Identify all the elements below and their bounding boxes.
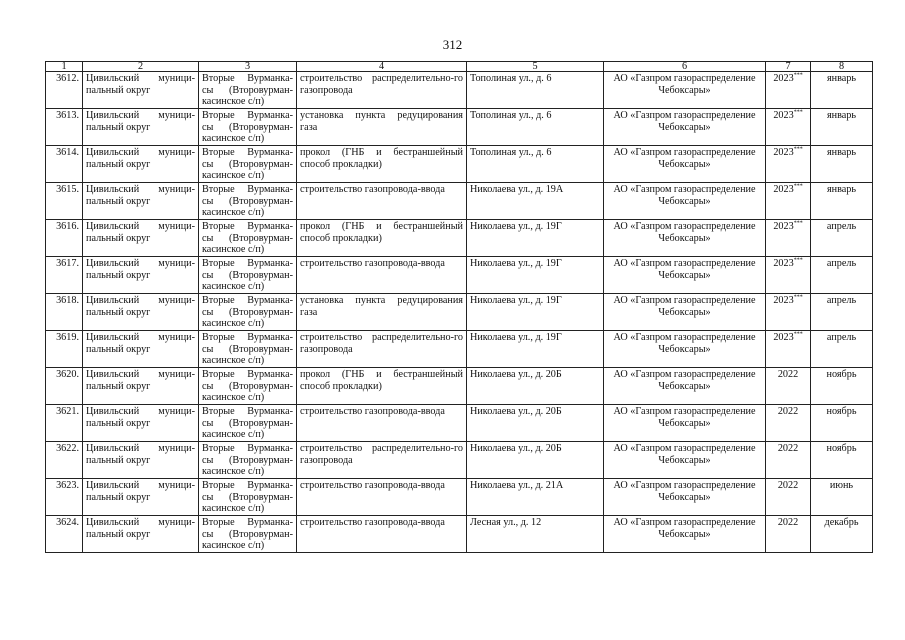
year-cell xyxy=(766,109,811,146)
month-cell: апрель xyxy=(811,331,873,368)
address-cell: Лесная ул., д. 12 xyxy=(467,516,604,553)
year-footnote-mark: *** xyxy=(793,109,803,116)
page-number: 312 xyxy=(442,37,463,52)
column-header-8: 8 xyxy=(811,62,873,72)
settlement-cell: Вторые Вурманка-сы (Второвурман-касинское с/п) xyxy=(199,405,297,442)
row-number: 3622. xyxy=(46,442,83,479)
year-cell xyxy=(766,72,811,109)
gas-works-table xyxy=(45,61,873,553)
row-number: 3621. xyxy=(46,405,83,442)
organization-cell: АО «Газпром газораспределение Чебоксары» xyxy=(604,109,766,146)
work-type-cell: установка пункта редуцирования газа xyxy=(297,109,467,146)
year-cell xyxy=(766,183,811,220)
year-value: 2023 xyxy=(773,332,794,343)
column-header-2: 2 xyxy=(83,62,199,72)
year-cell xyxy=(766,146,811,183)
settlement-cell: Вторые Вурманка-сы (Второвурман-касинское с/п) xyxy=(199,183,297,220)
organization-cell: АО «Газпром газораспределение Чебоксары» xyxy=(604,479,766,516)
year-cell xyxy=(766,294,811,331)
row-number: 3612. xyxy=(46,72,83,109)
organization-cell: АО «Газпром газораспределение Чебоксары» xyxy=(604,220,766,257)
district-cell: Цивильский муници-пальный округ xyxy=(83,405,199,442)
table-body xyxy=(46,72,873,553)
row-number: 3613. xyxy=(46,109,83,146)
address-cell: Николаева ул., д. 20Б xyxy=(467,442,604,479)
address-cell: Николаева ул., д. 20Б xyxy=(467,368,604,405)
year-footnote-mark: *** xyxy=(793,72,803,79)
column-header-5: 5 xyxy=(467,62,604,72)
address-cell: Николаева ул., д. 19А xyxy=(467,183,604,220)
row-number: 3620. xyxy=(46,368,83,405)
month-cell: январь xyxy=(811,109,873,146)
year-footnote-mark: *** xyxy=(793,294,803,301)
organization-cell: АО «Газпром газораспределение Чебоксары» xyxy=(604,146,766,183)
settlement-cell: Вторые Вурманка-сы (Второвурман-касинское с/п) xyxy=(199,442,297,479)
district-cell: Цивильский муници-пальный округ xyxy=(83,72,199,109)
column-header-7: 7 xyxy=(766,62,811,72)
organization-cell: АО «Газпром газораспределение Чебоксары» xyxy=(604,294,766,331)
month-cell: июнь xyxy=(811,479,873,516)
organization-cell: АО «Газпром газораспределение Чебоксары» xyxy=(604,405,766,442)
row-number: 3616. xyxy=(46,220,83,257)
work-type-cell: строительство газопровода-ввода xyxy=(297,479,467,516)
year-value: 2023 xyxy=(773,110,794,121)
work-type-cell: строительство распределительно-го газопровода xyxy=(297,72,467,109)
month-cell: ноябрь xyxy=(811,442,873,479)
column-header-4: 4 xyxy=(297,62,467,72)
address-cell: Николаева ул., д. 19Г xyxy=(467,294,604,331)
settlement-cell: Вторые Вурманка-сы (Второвурман-касинское с/п) xyxy=(199,331,297,368)
year-value: 2022 xyxy=(777,517,799,528)
year-value: 2022 xyxy=(777,480,799,491)
year-cell xyxy=(766,257,811,294)
settlement-cell: Вторые Вурманка-сы (Второвурман-касинское с/п) xyxy=(199,479,297,516)
table-row xyxy=(46,331,873,368)
month-cell: ноябрь xyxy=(811,405,873,442)
year-value: 2022 xyxy=(777,406,799,417)
organization-cell: АО «Газпром газораспределение Чебоксары» xyxy=(604,72,766,109)
address-cell: Тополиная ул., д. 6 xyxy=(467,146,604,183)
district-cell: Цивильский муници-пальный округ xyxy=(83,331,199,368)
year-cell xyxy=(766,405,811,442)
month-cell: апрель xyxy=(811,220,873,257)
row-number: 3617. xyxy=(46,257,83,294)
organization-cell: АО «Газпром газораспределение Чебоксары» xyxy=(604,516,766,553)
table-row xyxy=(46,109,873,146)
settlement-cell: Вторые Вурманка-сы (Второвурман-касинское с/п) xyxy=(199,146,297,183)
district-cell: Цивильский муници-пальный округ xyxy=(83,294,199,331)
year-cell xyxy=(766,331,811,368)
address-cell: Тополиная ул., д. 6 xyxy=(467,109,604,146)
row-number: 3624. xyxy=(46,516,83,553)
year-cell xyxy=(766,479,811,516)
address-cell: Николаева ул., д. 21А xyxy=(467,479,604,516)
row-number: 3615. xyxy=(46,183,83,220)
table-row xyxy=(46,442,873,479)
organization-cell: АО «Газпром газораспределение Чебоксары» xyxy=(604,183,766,220)
year-cell xyxy=(766,368,811,405)
settlement-cell: Вторые Вурманка-сы (Второвурман-касинское с/п) xyxy=(199,516,297,553)
table-row xyxy=(46,516,873,553)
month-cell: апрель xyxy=(811,257,873,294)
work-type-cell: строительство газопровода-ввода xyxy=(297,183,467,220)
table-row xyxy=(46,294,873,331)
year-cell xyxy=(766,220,811,257)
table-row xyxy=(46,257,873,294)
district-cell: Цивильский муници-пальный округ xyxy=(83,479,199,516)
organization-cell: АО «Газпром газораспределение Чебоксары» xyxy=(604,368,766,405)
year-cell xyxy=(766,442,811,479)
table-row xyxy=(46,405,873,442)
year-footnote-mark: *** xyxy=(793,257,803,264)
district-cell: Цивильский муници-пальный округ xyxy=(83,220,199,257)
address-cell: Николаева ул., д. 19Г xyxy=(467,220,604,257)
district-cell: Цивильский муници-пальный округ xyxy=(83,368,199,405)
month-cell: апрель xyxy=(811,294,873,331)
row-number: 3618. xyxy=(46,294,83,331)
address-cell: Николаева ул., д. 20Б xyxy=(467,405,604,442)
month-cell: январь xyxy=(811,146,873,183)
month-cell: январь xyxy=(811,72,873,109)
organization-cell: АО «Газпром газораспределение Чебоксары» xyxy=(604,331,766,368)
address-cell: Николаева ул., д. 19Г xyxy=(467,257,604,294)
organization-cell: АО «Газпром газораспределение Чебоксары» xyxy=(604,442,766,479)
work-type-cell: строительство распределительно-го газопровода xyxy=(297,442,467,479)
table-row xyxy=(46,183,873,220)
column-header-6: 6 xyxy=(604,62,766,72)
row-number: 3619. xyxy=(46,331,83,368)
settlement-cell: Вторые Вурманка-сы (Второвурман-касинское с/п) xyxy=(199,109,297,146)
settlement-cell: Вторые Вурманка-сы (Второвурман-касинское с/п) xyxy=(199,368,297,405)
address-cell: Николаева ул., д. 19Г xyxy=(467,331,604,368)
organization-cell: АО «Газпром газораспределение Чебоксары» xyxy=(604,257,766,294)
district-cell: Цивильский муници-пальный округ xyxy=(83,442,199,479)
year-value: 2022 xyxy=(777,369,799,380)
work-type-cell: строительство газопровода-ввода xyxy=(297,516,467,553)
table-row xyxy=(46,368,873,405)
work-type-cell: установка пункта редуцирования газа xyxy=(297,294,467,331)
district-cell: Цивильский муници-пальный округ xyxy=(83,146,199,183)
year-value: 2023 xyxy=(773,147,794,158)
table-row xyxy=(46,220,873,257)
settlement-cell: Вторые Вурманка-сы (Второвурман-касинское с/п) xyxy=(199,72,297,109)
work-type-cell: прокол (ГНБ и бестраншейный способ прокладки) xyxy=(297,220,467,257)
year-cell xyxy=(766,516,811,553)
district-cell: Цивильский муници-пальный округ xyxy=(83,257,199,294)
year-value: 2023 xyxy=(773,295,794,306)
year-value: 2023 xyxy=(773,221,794,232)
table-row xyxy=(46,146,873,183)
work-type-cell: прокол (ГНБ и бестраншейный способ прокладки) xyxy=(297,146,467,183)
district-cell: Цивильский муници-пальный округ xyxy=(83,109,199,146)
year-value: 2022 xyxy=(777,443,799,454)
settlement-cell: Вторые Вурманка-сы (Второвурман-касинское с/п) xyxy=(199,220,297,257)
year-value: 2023 xyxy=(773,184,794,195)
table-row xyxy=(46,479,873,516)
year-footnote-mark: *** xyxy=(793,146,803,153)
settlement-cell: Вторые Вурманка-сы (Второвурман-касинское с/п) xyxy=(199,257,297,294)
district-cell: Цивильский муници-пальный округ xyxy=(83,516,199,553)
row-number: 3623. xyxy=(46,479,83,516)
year-footnote-mark: *** xyxy=(793,220,803,227)
row-number: 3614. xyxy=(46,146,83,183)
month-cell: декабрь xyxy=(811,516,873,553)
year-value: 2023 xyxy=(773,258,794,269)
work-type-cell: строительство газопровода-ввода xyxy=(297,405,467,442)
table-row xyxy=(46,72,873,109)
address-cell: Тополиная ул., д. 6 xyxy=(467,72,604,109)
column-header-3: 3 xyxy=(199,62,297,72)
month-cell: ноябрь xyxy=(811,368,873,405)
settlement-cell: Вторые Вурманка-сы (Второвурман-касинское с/п) xyxy=(199,294,297,331)
month-cell: январь xyxy=(811,183,873,220)
header-row xyxy=(46,62,873,72)
column-header-1: 1 xyxy=(46,62,83,72)
work-type-cell: строительство газопровода-ввода xyxy=(297,257,467,294)
work-type-cell: прокол (ГНБ и бестраншейный способ прокладки) xyxy=(297,368,467,405)
year-footnote-mark: *** xyxy=(793,183,803,190)
district-cell: Цивильский муници-пальный округ xyxy=(83,183,199,220)
year-footnote-mark: *** xyxy=(793,331,803,338)
year-value: 2023 xyxy=(773,73,794,84)
work-type-cell: строительство распределительно-го газопровода xyxy=(297,331,467,368)
